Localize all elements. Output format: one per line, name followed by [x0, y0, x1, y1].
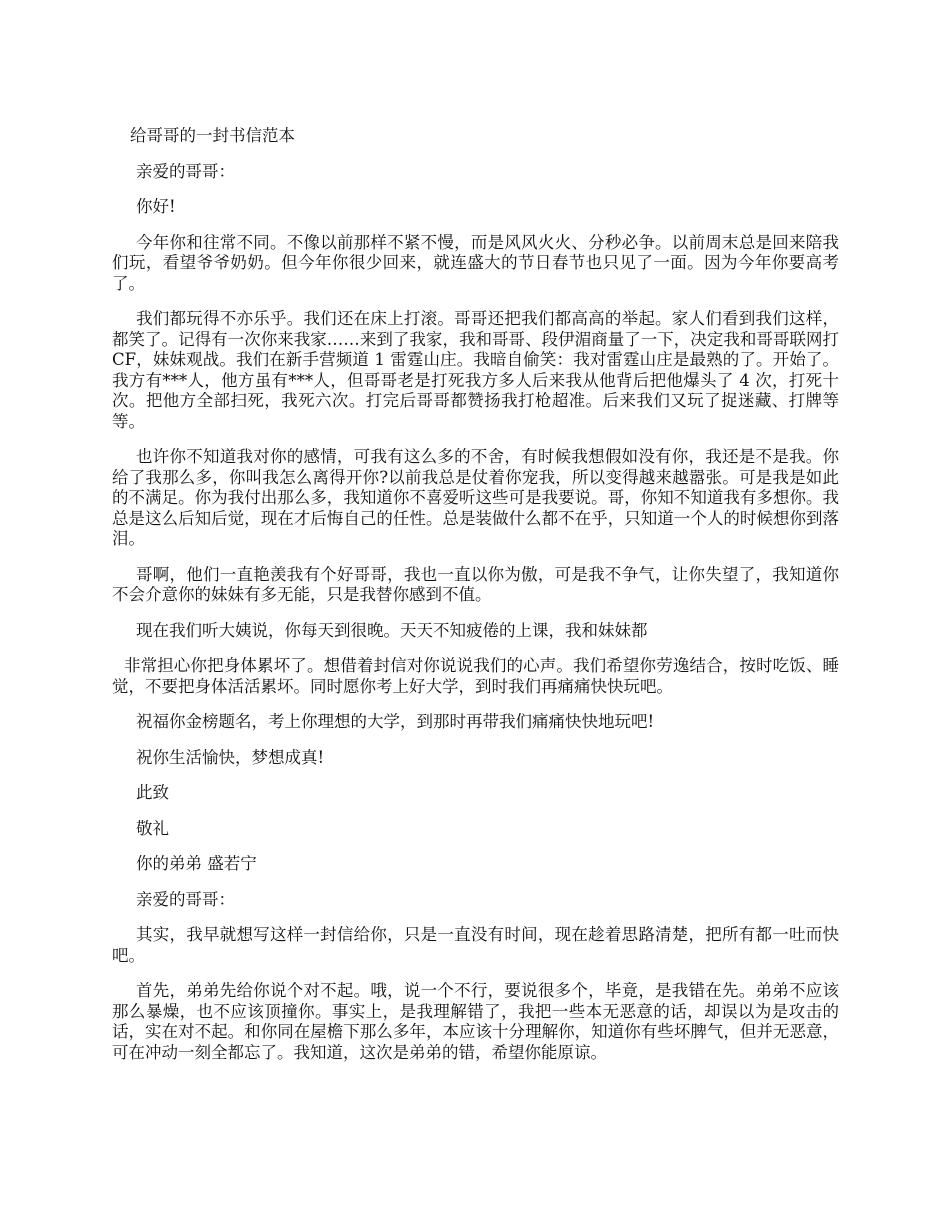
letter-body: [112, 126, 839, 1078]
closing-2: 敬礼: [136, 818, 169, 838]
greeting: 亲爱的哥哥：: [136, 161, 235, 181]
closing-1: 此致: [136, 783, 169, 802]
salutation: 你好!: [136, 197, 176, 216]
letter-title: 给哥哥的一封书信范本: [130, 126, 295, 145]
paragraph-10: 首先，弟弟先给你说个对不起。哦，说一个不行，要说很多个，毕竟，是我错在先。弟弟不应该那么暴燥，也不应该顶撞你。事实上，是我理解错了，我把一些本无恶意的话，却误以为是攻击的话，实在对不起。和你同在屋檐下那么多年，本应该十分理解你，知道你有些坏脾气，但并无恶意，可在冲动一刻全都忘了。我知道，这次是弟弟的错，希望你能原谅。: [112, 981, 839, 1062]
paragraph-8: 祝你生活愉快，梦想成真!: [136, 747, 325, 767]
paragraph-3: 也许你不知道我对你的感情，可我有这么多的不舍，有时候我想假如没有你，我还是不是我。你给了我那么多，你叫我怎么离得开你?以前我总是仗着你宠我，所以变得越来越嚣张。可是我是如此的不满足。你为我付出那么多，我知道你不喜爱听这些可是我要说。哥，你知不知道我有多想你。我总是这么后知后觉，现在才后悔自己的任性。总是装做什么都不在乎，只知道一个人的时候想你到落泪。: [112, 447, 839, 548]
signature: 你的弟弟 盛若宁: [136, 854, 257, 873]
paragraph-7: 祝福你金榜题名，考上你理想的大学，到那时再带我们痛痛快快地玩吧!: [136, 712, 655, 731]
greeting-2: 亲爱的哥哥：: [136, 889, 235, 909]
paragraph-5: 现在我们听大姨说，你每天到很晚。天天不知疲倦的上课，我和妹妹都: [136, 620, 648, 640]
paragraph-9: 其实，我早就想写这样一封信给你，只是一直没有时间，现在趁着思路清楚，把所有都一吐而快吧。: [112, 925, 839, 965]
paragraph-1: 今年你和往常不同。不像以前那样不紧不慢，而是风风火火、分秒必争。以前周末总是回来陪我们玩，看望爷爷奶奶。但今年你很少回来，就连盛大的节日春节也只见了一面。因为今年你要高考了。: [112, 232, 839, 293]
paragraph-6: 非常担心你把身体累坏了。想借着封信对你说说我们的心声。我们希望你劳逸结合，按时吃饭、睡觉，不要把身体活活累坏。同时愿你考上好大学，到时我们再痛痛快快玩吧。: [112, 656, 839, 696]
paragraph-2: 我们都玩得不亦乐乎。我们还在床上打滚。哥哥还把我们都高高的举起。家人们看到我们这样，都笑了。记得有一次你来我家……来到了我家，我和哥哥、段伊湄商量了一下，决定我和哥哥联网打 CF，妹妹观战。我们在新手营频道 1 雷霆山庄。我暗自偷笑：我对雷霆山庄是最熟的了。开始了。我方有***人，他方虽有***人，但哥哥老是打死我方多人后来我从他背后把他爆头了 4 次，打死十次。把他方全部扫死，我死六次。打完后哥哥都赞扬我打枪超准。后来我们又玩了捉迷藏、打牌等等。: [112, 309, 839, 431]
paragraph-4: 哥啊，他们一直艳羡我有个好哥哥，我也一直以你为傲，可是我不争气，让你失望了，我知道你不会介意你的妹妹有多无能，只是我替你感到不值。: [112, 564, 839, 604]
